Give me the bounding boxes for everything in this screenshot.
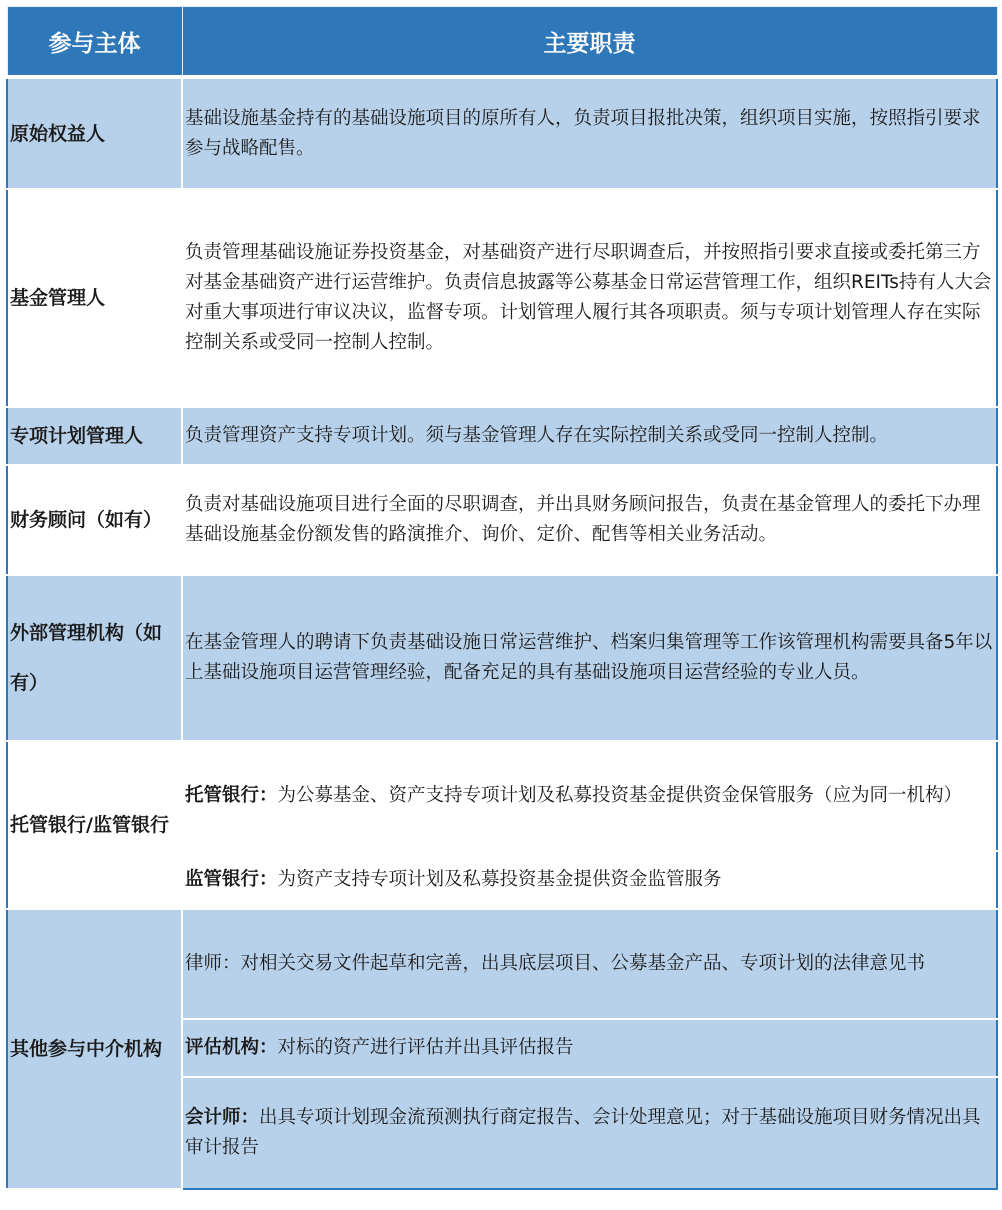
accountant-text: 出具专项计划现金流预测执行商定报告、会计处理意见；对于基础设施项目财务情况出具审计报告: [185, 1107, 981, 1158]
row-custody-bank: [7, 741, 997, 851]
duty-cell: 负责管理资产支持专项计划。须与基金管理人存在实际控制关系或受同一控制人控制。: [182, 407, 997, 465]
row-financial-advisor: [7, 465, 997, 575]
header-responsibility: 主要职责: [182, 7, 997, 78]
row-original-owner: [7, 77, 997, 189]
entity-cell: 专项计划管理人: [7, 407, 182, 465]
table-body: [7, 77, 997, 1189]
duty-cell-lawyer: 律师：对相关交易文件起草和完善，出具底层项目、公募基金产品、专项计划的法律意见书: [182, 909, 997, 1019]
custody-text: 为公募基金、资产支持专项计划及私募投资基金提供资金保管服务（应为同一机构）: [277, 785, 963, 806]
duty-cell: 负责对基础设施项目进行全面的尽职调查，并出具财务顾问报告，负责在基金管理人的委托下办理基础设施基金份额发售的路演推介、询价、定价、配售等相关业务活动。: [182, 465, 997, 575]
entity-cell: 基金管理人: [7, 189, 182, 407]
row-special-plan-manager: [7, 407, 997, 465]
custody-label: 托管银行：: [185, 785, 278, 806]
header-row: [7, 7, 997, 78]
duty-cell-accountant: [182, 1077, 997, 1189]
participants-table: [6, 6, 998, 1190]
entity-cell: 原始权益人: [7, 77, 182, 189]
entity-cell: 财务顾问（如有）: [7, 465, 182, 575]
supervise-label: 监管银行：: [185, 869, 278, 890]
entity-cell: 托管银行/监管银行: [7, 741, 182, 909]
appraiser-text: 对标的资产进行评估并出具评估报告: [277, 1037, 574, 1058]
table-header: [7, 7, 997, 78]
row-lawyer: [7, 909, 997, 1019]
supervise-text: 为资产支持专项计划及私募投资基金提供资金监管服务: [277, 869, 722, 890]
duty-cell: 负责管理基础设施证券投资基金，对基础资产进行尽职调查后，并按照指引要求直接或委托第三方对基金基础资产进行运营维护。负责信息披露等公募基金日常运营管理工作，组织REITs持有人大会对重大事项进行审议决议，监督专项。计划管理人履行其各项职责。须与专项计划管理人存在实际控制关系或受同一控制人控制。: [182, 189, 997, 407]
duty-cell: 在基金管理人的聘请下负责基础设施日常运营维护、档案归集管理等工作该管理机构需要具备5年以上基础设施项目运营管理经验，配备充足的具有基础设施项目运营经验的专业人员。: [182, 575, 997, 741]
appraiser-label: 评估机构：: [185, 1037, 278, 1058]
entity-cell: 外部管理机构（如有）: [7, 575, 182, 741]
row-external-manager: [7, 575, 997, 741]
entity-cell: 其他参与中介机构: [7, 909, 182, 1189]
header-participant: 参与主体: [7, 7, 182, 78]
row-fund-manager: [7, 189, 997, 407]
duty-cell-supervise: [182, 851, 997, 909]
duty-cell-custody: [182, 741, 997, 851]
accountant-label: 会计师：: [185, 1107, 260, 1128]
duty-cell: 基础设施基金持有的基础设施项目的原所有人，负责项目报批决策，组织项目实施，按照指引要求参与战略配售。: [182, 77, 997, 189]
duty-cell-appraiser: [182, 1019, 997, 1077]
